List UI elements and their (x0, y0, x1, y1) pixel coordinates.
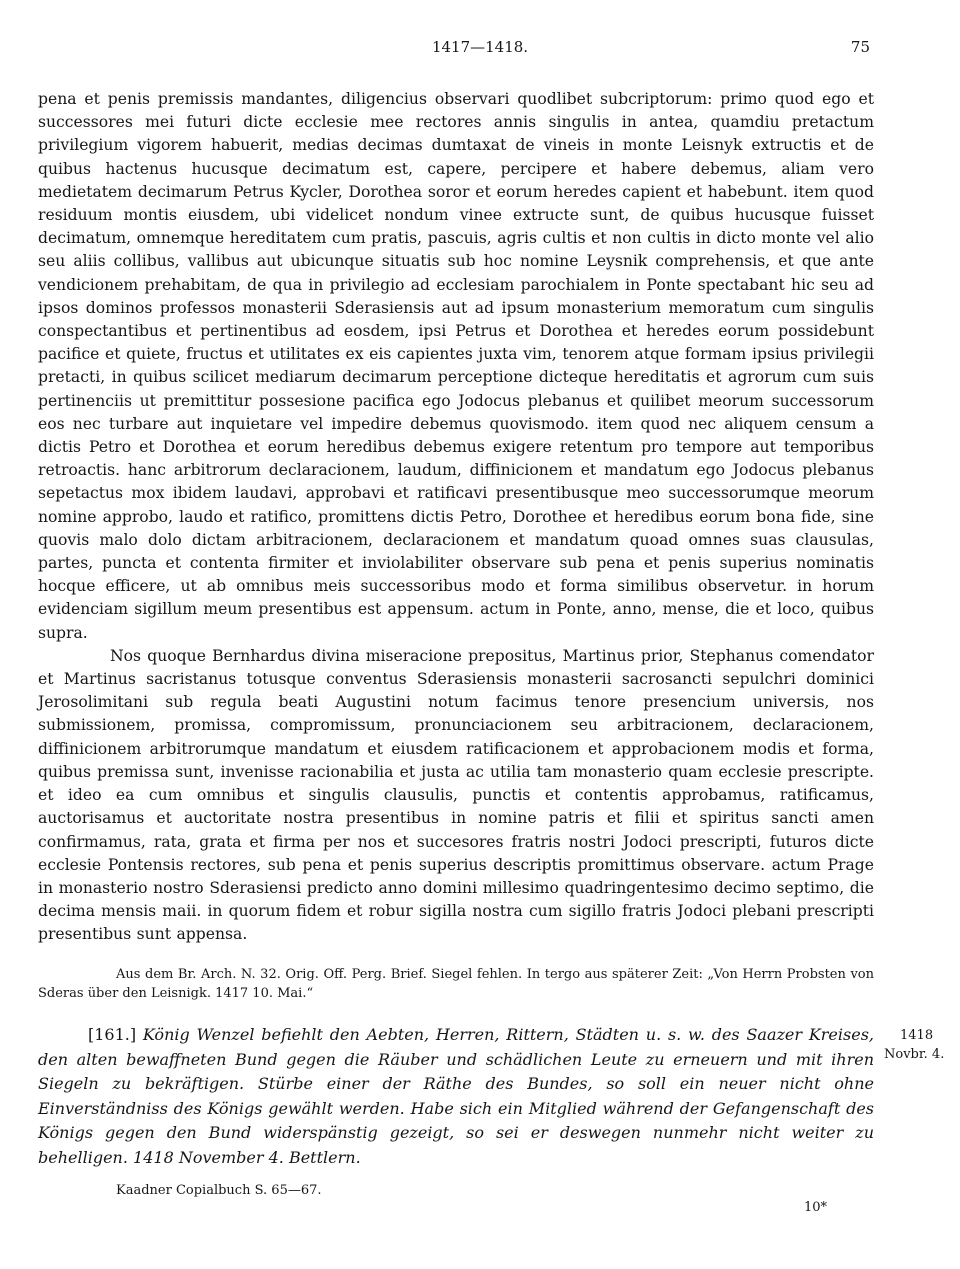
source-note (38, 965, 874, 1003)
margin-date (884, 1026, 954, 1064)
margin-date-year: 1418 (900, 1028, 934, 1043)
regest-summary: König Wenzel befiehlt den Aebten, Herren, Rittern, Städten u. s. w. des Saazer Kreises, den alten bewaffneten Bund gegen die Räuber und schädlichen Leute zu erneuern und mit ihren Siegeln zu bekräftigen. Stürbe einer der Räthe des Bundes, so soll ein neuer nicht ohne Einverständniss des Königs gewählt werden. Habe sich ein Mitglied während der Gefangenschaft des Königs gegen den Bund widerspänstig gezeigt, so sei er deswegen nunmehr nicht weiter zu behelligen. 1418 November 4. Bettlern. (38, 1025, 874, 1167)
running-title: 1417—1418. (431, 38, 529, 56)
confirmation-paragraph: Nos quoque Bernhardus divina miseracione prepositus, Martinus prior, Stephanus comendator et Martinus sacristanus totusque conventus Sderasiensis monasterii sacrosancti sepulchri dominici Jerosolimitani sub regula beati Augustini notum facimus tenore presencium universis, nos submissionem, promissa, compromissum, pronunciacionem seu arbitracionem, declaracionem, diffinicionem arbitrorumque mandatum et eiusdem ratificacionem et approbacionem modis et forma, quibus premissa sunt, invenisse racionabilia et justa ac utilia tam monasterio quam ecclesie prescripte. et ideo ea cum omnibus et singulis clausulis, punctis et contentis approbamus, ratificamus, auctorisamus et auctoritate nostra presentibus in nomine patris et filii et spiritus sancti amen confirmamus, rata, grata et firma per nos et succesores fratris nostri Jodoci prescripti, futuros dicte ecclesie Pontensis rectores, sub pena et penis superius descriptis promittimus observare. actum Prage in monasterio nostro Sderasiensi predicto anno domini millesimo quadringentesimo decimo septimo, die decima mensis maii. in quorum fidem et robur sigilla nostra cum sigillo fratris Jodoci plebani prescripti presentibus sunt appensa. (38, 646, 874, 944)
charter-text (38, 88, 874, 947)
page-number: 75 (850, 38, 870, 56)
regest-number: [161.] (88, 1025, 137, 1044)
source-note-text: Aus dem Br. Arch. N. 32. Orig. Off. Perg. Brief. Siegel fehlen. In tergo aus späterer Zeit: „Von Herrn Probsten von Sderas über den Leisnigk. 1417 10. Mai.“ (38, 967, 874, 1001)
margin-date-day: Novbr. 4. (884, 1047, 945, 1062)
copial-source: Kaadner Copialbuch S. 65—67. (116, 1183, 322, 1198)
signature-mark: 10* (804, 1200, 828, 1215)
charter-paragraph: pena et penis premissis mandantes, diligencius observari quodlibet subcriptorum: primo quod ego et successores mei futuri dicte ecclesie mee rectores annis singulis in antea, quamdiu pretactum privilegium vigorem habuerit, medias decimas dumtaxat de vineis in monte Leisnyk extructis et de quibus hactenus hucusque decimatum est, capere, percipere et habere debemus, aliam vero medietatem decimarum Petrus Kycler, Dorothea soror et eorum heredes capient et habebunt. item quod residuum montis eiusdem, ubi videlicet nondum vinee extructe sunt, de quibus hucusque fuisset decimatum, omnemque hereditatem cum pratis, pascuis, agris cultis et non cultis in dicto monte vel alio seu aliis collibus, vallibus aut ubicunque situatis sub hoc nomine Leysnik comprehensis, et que ante vendicionem prehabitam, de qua in privilegio ad ecclesiam parochialem in Ponte spectabant hic seu ad ipsos dominos professos monasterii Sderasiensis aut ad ipsum monasterium memoratum cum singulis conspectantibus et pertinentibus ad eosdem, ipsi Petrus et Dorothea et heredes eorum possidebunt pacifice et quiete, fructus et utilitates ex eis capientes juxta vim, tenorem atque formam ipsius privilegii pretacti, in quibus scilicet mediarum decimarum perceptione dicteque hereditatis et agrorum cum suis pertinenciis ut premittitur possesione pacifica ego Jodocus plebanus et quilibet meorum successorum eos nec turbare aut inquietare vel impedire debemus quovismodo. item quod nec aliquem censum a dictis Petro et Dorothea et eorum heredibus debemus exigere retentum pro tempore aut temporibus retroactis. hanc arbitrorum declaracionem, laudum, diffinicionem et mandatum ego Jodocus plebanus sepetactus mox ibidem laudavi, approbavi et ratificavi presentibusque meo successorumque meorum nomine approbo, laudo et ratifico, promittens dictis Petro, Dorothee et heredibus eorum bona fide, sine quovis malo dolo dictam arbitracionem, declaracionem et mandatum quoad omnes suas clausulas, partes, puncta et contenta firmiter et inviolabiliter observare sub pena et penis superius nominatis hocque efficere, ut ab omnibus meis successoribus modo et forma similibus observetur. in horum evidenciam sigillum meum presentibus est appensum. actum in Ponte, anno, mense, die et loco, quibus supra. (38, 90, 874, 642)
regest-entry (38, 1023, 874, 1170)
